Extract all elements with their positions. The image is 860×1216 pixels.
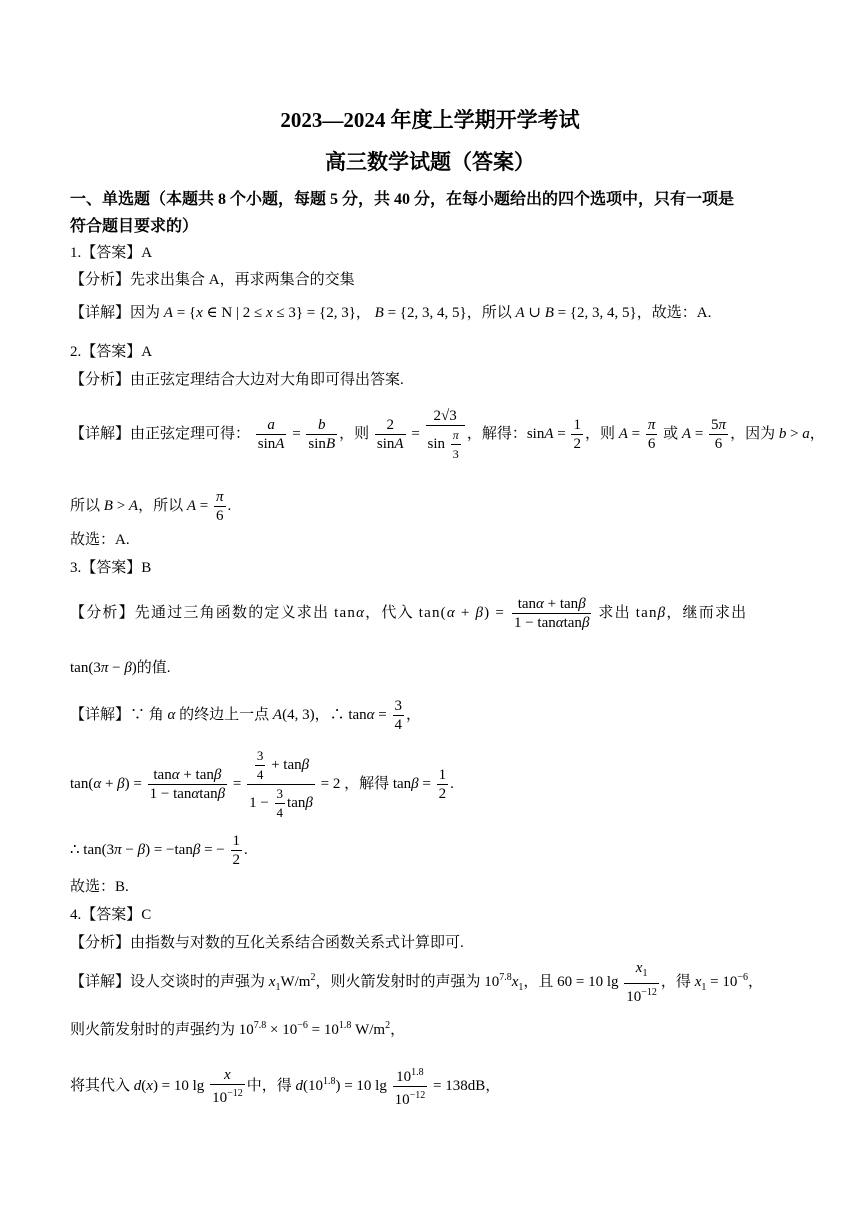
section-heading: 一、单选题（本题共 8 个小题，每题 5 分，共 40 分，在每小题给出的四个选项中，只有一项是 (70, 191, 735, 208)
q4-result: 138dB (445, 1078, 486, 1094)
exam-title: 2023—2024 年度上学期开学考试 (280, 108, 580, 132)
q1-detail (70, 302, 795, 324)
exam-subtitle: 高三数学试题（答案） (325, 150, 535, 174)
q2-because: 所以 B > A，所以 A = $\frac{\pi}{6}$ . (70, 489, 232, 525)
q4-line2: 则火箭发射时的声强约为 $10^{7.8} \times 10^{-6} = 10^{1.8}$ $W/m^2$， (70, 1020, 406, 1038)
q3-detail: 【详解】∵ 角 α 的终边上一点 A(4, 3)，∴ tanα = $\frac{3}{4}$ ， (70, 698, 422, 734)
q3-conclude: 故选：B. (70, 879, 129, 895)
section-heading-cont: 符合题目要求的） (70, 218, 199, 235)
q3-analysis: 【分析】先通过三角函数的定义求出 tanα，代入 tan(α + β) = $\frac{\tan\alpha + \tan\beta}{1 - \tan\alpha\tan\beta}$ 求出 tanβ，继而求出 (70, 596, 748, 632)
q2-detail: 【详解】由正弦定理可得： $\frac{a}{\sin A}$ = $\frac{b}{\sin B}$ ，则 $\frac{2}{\sin A}$ = 2√3 sin $\frac{\pi}{3}$ ，解得：sinA = $\frac{1}{2}$ ，则 A = $\frac{\pi}{6}$ 或 A = $\frac{5\pi}{6}$ ，因为 b > a， (70, 407, 825, 461)
q3-analysis-cont: tan(3π − β)的值. (70, 660, 171, 676)
q1-detail-end: ，故选：A. (636, 305, 712, 321)
q3-equation: tan(α + β) = $\frac{\tan\alpha + \tan\beta}{1 - \tan\alpha\tan\beta}$ = $\frac{3}{4}$ + tanβ 1 − $\frac{3}{4}$ tanβ = 2 ，解得 tanβ = $\frac{1}{2}$ . (70, 748, 454, 820)
q2-analysis: 【分析】由正弦定理结合大边对大角即可得出答案. (70, 372, 404, 388)
q3-answer: 3.【答案】B (70, 560, 152, 576)
q4-line3: 将其代入 d(x) = 10 lg $\frac{x}{10^{-12}}$ 中，得 $d(10^{1.8}) = 10$ lg $\frac{10^{1.8}}{10^{-12}}$ = 138dB， (70, 1060, 795, 1109)
q2-detail-label: 【详解】由正弦定理可得： (70, 426, 251, 442)
q4-detail: 【详解】设人交谈时的声强为 $x_1W/m^2$，则火箭发射时的声强为 $10^{7.8}x_1$，且 60 = 10 lg $\frac{x_1}{10^{-12}}$ ，得 $x_1 = 10^{-6}$， (70, 960, 763, 1006)
q4-answer: 4.【答案】C (70, 907, 152, 923)
q1-answer: 1.【答案】A (70, 245, 153, 261)
q1-analysis: 【分析】先求出集合 A，再求两集合的交集 (70, 272, 355, 288)
q3-therefore: ∴ tan(3π − β) = −tanβ = − $\frac{1}{2}$ . (70, 833, 248, 869)
q1-detail-label: 【详解】因为 (70, 305, 161, 321)
q2-answer: 2.【答案】A (70, 344, 153, 360)
q2-conclude: 故选：A. (70, 532, 130, 548)
q4-analysis: 【分析】由指数与对数的互化关系结合函数关系式计算即可. (70, 935, 464, 951)
q1-formula: A = {x ∈ N | 2 ≤ x ≤ 3} = {2, 3}， B = {2, 3, 4, 5}，所以 A ∪ B = {2, 3, 4, 5} (163, 305, 637, 321)
